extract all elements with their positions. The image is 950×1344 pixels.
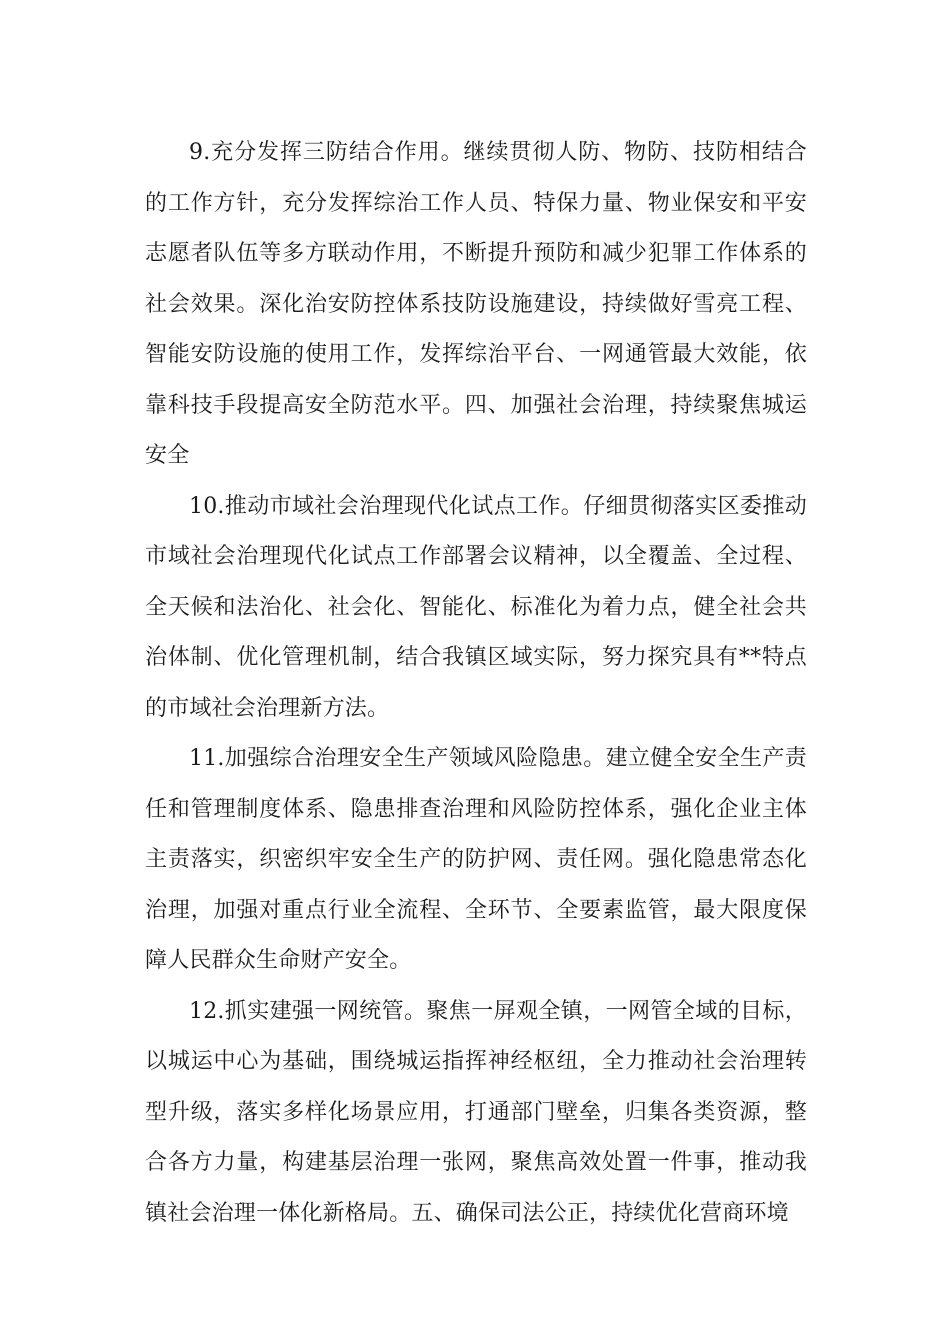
paragraph-11: 11.加强综合治理安全生产领域风险隐患。建立健全安全生产责任和管理制度体系、隐患排查治理和风险防控体系，强化企业主体主责落实，织密织牢安全生产的防护网、责任网。强化隐患常态化治理，加强对重点行业全流程、全环节、全要素监管，最大限度保障人民群众生命财产安全。 xyxy=(145,746,807,973)
document-body xyxy=(145,128,807,1239)
paragraph-9: 9.充分发挥三防结合作用。继续贯彻人防、物防、技防相结合的工作方针，充分发挥综治工作人员、特保力量、物业保安和平安志愿者队伍等多方联动作用，不断提升预防和减少犯罪工作体系的社会效果。深化治安防控体系技防设施建设，持续做好雪亮工程、智能安防设施的使用工作，发挥综治平台、一网通管最大效能，依靠科技手段提高安全防范水平。四、加强社会治理，持续聚焦城运安全 xyxy=(145,140,807,468)
paragraph-10: 10.推动市域社会治理现代化试点工作。仔细贯彻落实区委推动市域社会治理现代化试点工作部署会议精神，以全覆盖、全过程、全天候和法治化、社会化、智能化、标准化为着力点，健全社会共治体制、优化管理机制，结合我镇区域实际，努力探究具有**特点的市域社会治理新方法。 xyxy=(145,493,807,721)
paragraph-12: 12.抓实建强一网统管。聚焦一屏观全镇，一网管全域的目标，以城运中心为基础，围绕城运指挥神经枢纽，全力推动社会治理转型升级，落实多样化场景应用，打通部门壁垒，归集各类资源，整合各方力量，构建基层治理一张网，聚焦高效处置一件事，推动我镇社会治理一体化新格局。五、确保司法公正，持续优化营商环境 xyxy=(145,998,807,1226)
